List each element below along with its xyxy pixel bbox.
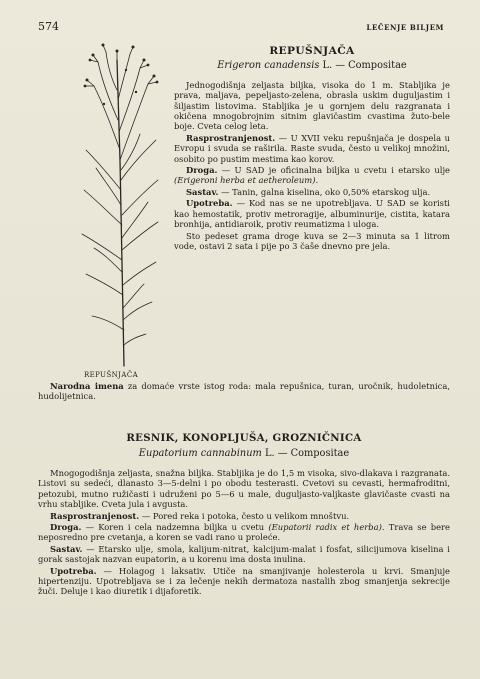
- dosage: Sto pedeset grama droge kuva se 2—3 minuta sa 1 litrom vode, ostavi 2 sata i pije po 3 čaše dnevno pre jela.: [174, 230, 450, 251]
- author-family: L. — Compositae: [319, 60, 407, 72]
- section-rasprostranjenost: Rasprostranjenost. — Pored reka i potoka, često u velikom mnoštvu.: [50, 510, 350, 521]
- section-droga: Droga. — Koren i cela nadzemna biljka u cvetu (Eupatorii radix et herba). Trava se bere neposredno pre cvetanja, a koren se vadi rano u proleće.: [38, 522, 450, 543]
- section-upotreba: Upotreba. — Kod nas se ne upotrebljava. U SAD se koristi kao hemostatik, protiv metroragije, albuminurije, cistita, katara bronhija, antidiaroik, protiv reumatizma i uloga.: [174, 198, 450, 230]
- section-rasprostranjenost: Rasprostranjenost. — U XVII veku repušnjača je dospela u Evropu i svuda se raširila. Raste svuda, često u velikoj množini, osobito po pustim mestima kao korov.: [174, 132, 450, 164]
- author-family: L. — Compositae: [261, 448, 350, 459]
- entry-repusnjaca: [174, 46, 450, 252]
- section-sastav: Sastav. — Tanin, galna kiselina, oko 0,50% etarskog ulja.: [186, 186, 431, 197]
- plant-illustration: [74, 40, 166, 368]
- section-upotreba: Upotreba. — Holagog i laksativ. Utiče na smanjivanje holesterola u krvi. Smanjuje hipertenziju. Upotrebljava se i za lečenje nekih dermatoza nastalih zbog smanjenja sekrecije žuči. Deluje i kao diuretik i dijaforetik.: [38, 565, 450, 597]
- latin-name-line: [38, 448, 450, 459]
- running-title: LEČENJE BILJEM: [366, 23, 444, 32]
- latin-name-line: [174, 61, 450, 71]
- description: Mnogogodišnja zeljasta, snažna biljka. Stabljika je do 1,5 m visoka, sivo-dlakava i razgranata. Listovi su sedeći, dlanasto 3—5-delni i po obodu testerasti. Cvetovi su cevasti, hermafroditni, petozubi, mutno ružičasti i udruženi po 5—6 u male, duguljasto-valjkaste glavičaste cvasti na vrhu stabljike. Cveta jula i avgusta.: [38, 468, 450, 510]
- latin-name: Eupatorium cannabinum: [138, 448, 262, 459]
- latin-name: Erigeron canadensis: [217, 60, 320, 72]
- entry-title: REPUŠNJAČA: [269, 45, 355, 57]
- description: Jednogodišnja zeljasta biljka, visoka do 1 m. Stabljika je prava, maljava, pepeljasto-zelena, obrasla uskim duguljastim i šiljastim listovima. Stabljika je u gornjem delu razgranata i okičena mnogobrojnim sitnim glavičastim cvastima žuto-bele boje. Cveta celog leta.: [174, 79, 450, 132]
- page-number: 574: [38, 20, 59, 33]
- common-names: Narodna imena za domaće vrste istog roda: mala repušnica, turan, uročnik, hudoletnica, hudolijetnica.: [38, 381, 450, 402]
- entry-resnik: [38, 468, 450, 598]
- section-sastav: Sastav. — Etarsko ulje, smola, kalijum-nitrat, kalcijum-malat i fosfat, silicijumova kiselina i gorak sastojak nazvan eupatorin, a u korenu ima dosta inulina.: [38, 543, 450, 565]
- entry-title: RESNIK, KONOPLJUŠA, GROZNIČNICA: [126, 432, 362, 444]
- figure-caption: REPUŠNJAČA: [84, 371, 139, 379]
- section-droga: Droga. — U SAD je oficinalna biljka u cvetu i etarsko ulje (Erigeroni herba et aetheroleum).: [174, 165, 450, 186]
